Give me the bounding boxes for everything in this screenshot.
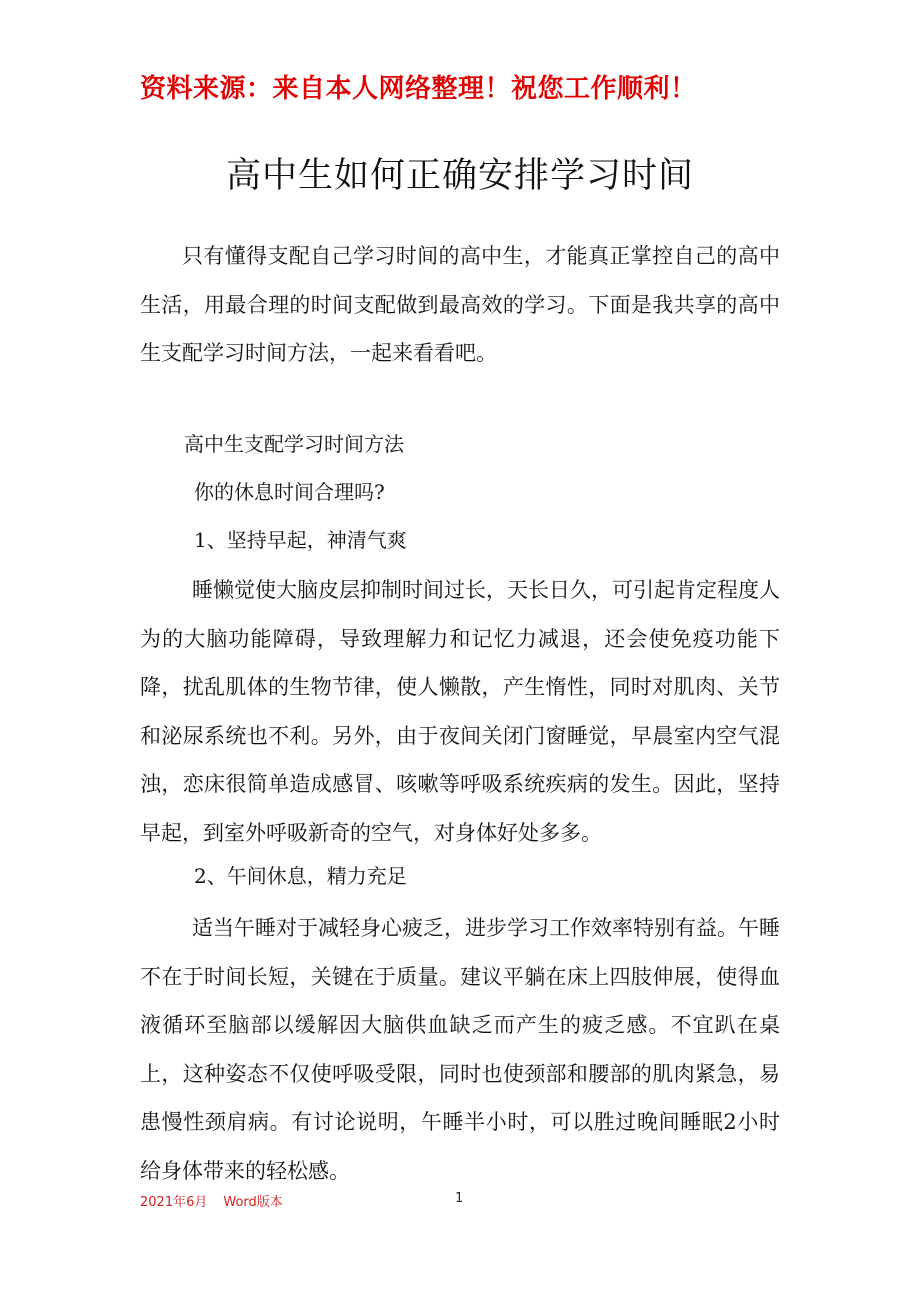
intro-paragraph: 只有懂得支配自己学习时间的高中生，才能真正掌控自己的高中生活，用最合理的时间支配做到最高效的学习。下面是我共享的高中生支配学习时间方法，一起来看看吧。 — [140, 244, 780, 365]
source-banner: 资料来源：来自本人网络整理！祝您工作顺利！ — [140, 74, 697, 104]
section-heading: 高中生支配学习时间方法 — [184, 432, 404, 456]
page-number: 1 — [455, 1191, 464, 1206]
footer-date: 2021年6月 — [140, 1195, 208, 1210]
item-paragraph-1: 睡懒觉使大脑皮层抑制时间过长，天长日久，可引起肯定程度人为的大脑功能障碍，导致理解力和记忆力减退，还会使免疫功能下降，扰乱肌体的生物节律，使人懒散，产生惰性，同时对肌肉、关节和泌尿系统也不利。另外，由于夜间关闭门窗睡觉，早晨室内空气混浊，恋床很简单造成感冒、咳嗽等呼吸系统疾病的发生。因此，坚持早起，到室外呼吸新奇的空气，对身体好处多多。 — [140, 578, 780, 845]
document-title: 高中生如何正确安排学习时间 — [225, 156, 694, 196]
footer-info — [140, 1191, 283, 1210]
item-heading-1: 1、坚持早起，神清气爽 — [194, 528, 407, 552]
footer-version: Word版本 — [223, 1195, 283, 1210]
question-line: 你的休息时间合理吗? — [194, 480, 385, 504]
item-paragraph-2: 适当午睡对于减轻身心疲乏，进步学习工作效率特别有益。午睡不在于时间长短，关键在于质量。建议平躺在床上四肢伸展，使得血液循环至脑部以缓解因大脑供血缺乏而产生的疲乏感。不宜趴在桌上，这种姿态不仅使呼吸受限，同时也使颈部和腰部的肌肉紧急，易患慢性颈肩病。有讨论说明，午睡半小时，可以胜过晚间睡眠2小时给身体带来的轻松感。 — [140, 916, 780, 1183]
item-heading-2: 2、午间休息，精力充足 — [194, 864, 407, 888]
